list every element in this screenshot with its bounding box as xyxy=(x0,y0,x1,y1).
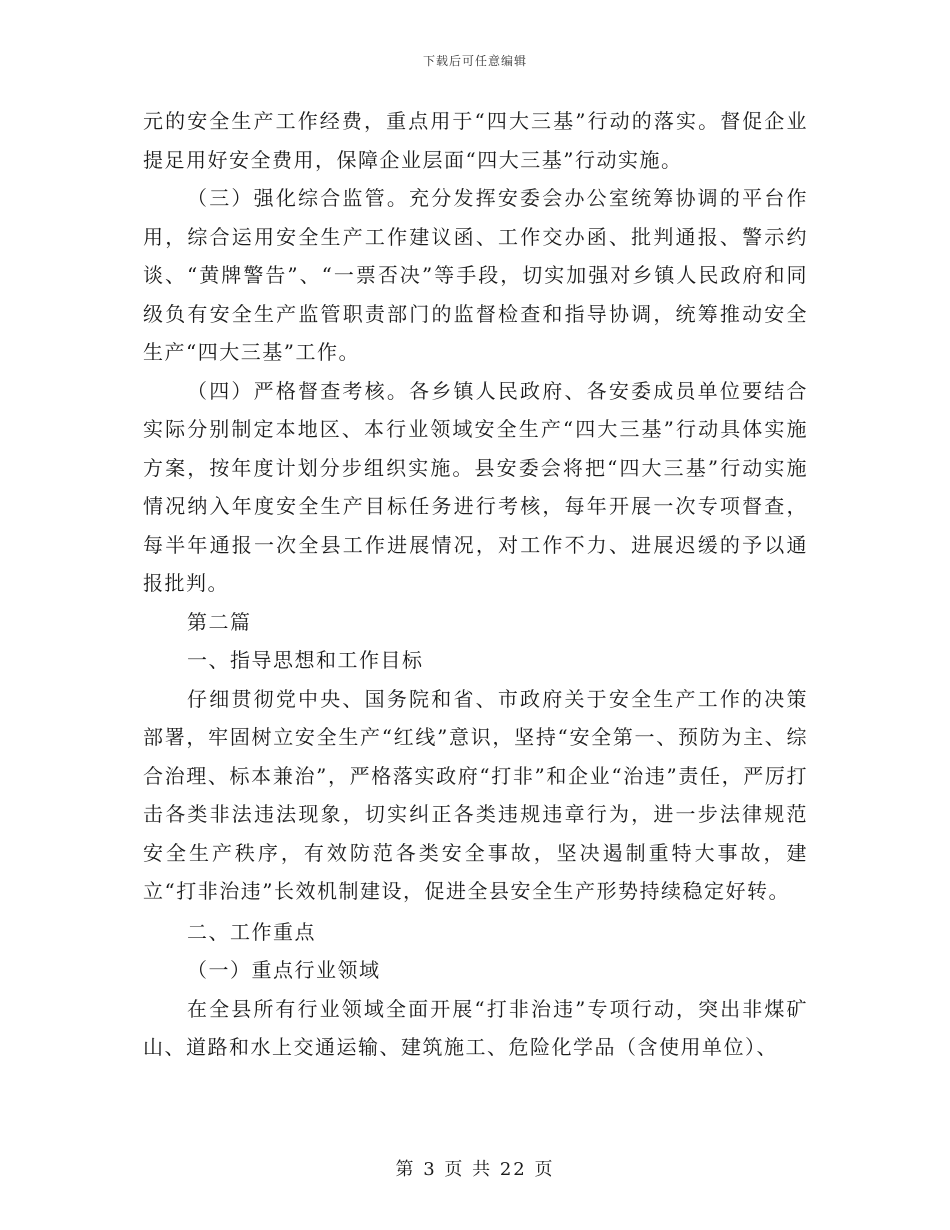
section-heading-guiding-ideas: 一、指导思想和工作目标 xyxy=(187,648,424,672)
page-header: 下载后可任意编辑 xyxy=(422,54,527,68)
document-body xyxy=(143,102,808,1067)
paragraph-supervision: （三）强化综合监管。充分发挥安委会办公室统筹协调的平台作用，综合运用安全生产工作建议函、工作交办函、批判通报、警示约谈、“黄牌警告”、“一票否决”等手段，切实加强对乡镇人民政府和同级负有安全生产监管职责部门的监督检查和指导协调，统筹推动安全生产“四大三基”工作。 xyxy=(143,186,808,364)
section-heading-work-focus: 二、工作重点 xyxy=(187,919,316,944)
page-number-footer: 第 3 页 共 22 页 xyxy=(395,1159,555,1180)
paragraph-guiding-ideas: 仔细贯彻党中央、国务院和省、市政府关于安全生产工作的决策部署，牢固树立安全生产“红线”意识，坚持“安全第一、预防为主、综合治理、标本兼治”，严格落实政府“打非”和企业“治违”责任，严厉打击各类非法违法现象，切实纠正各类违规违章行为，进一步法律规范安全生产秩序，有效防范各类安全事故，坚决遏制重特大事故，建立“打非治违”长效机制建设，促进全县安全生产形势持续稳定好转。 xyxy=(143,686,808,903)
paragraph-key-industries: 在全县所有行业领域全面开展“打非治违”专项行动，突出非煤矿山、道路和水上交通运输、建筑施工、危险化学品（含使用单位）、 xyxy=(143,996,808,1059)
paragraph-assessment: （四）严格督查考核。各乡镇人民政府、各安委成员单位要结合实际分别制定本地区、本行业领域安全生产“四大三基”行动具体实施方案，按年度计划分步组织实施。县安委会将把“四大三基”行动实施情况纳入年度安全生产目标任务进行考核，每年开展一次专项督查，每半年通报一次全县工作进展情况，对工作不力、进展迟缓的予以通报批判。 xyxy=(143,378,808,595)
subsection-heading-key-industries: （一）重点行业领域 xyxy=(187,958,381,982)
paragraph-funding: 元的安全生产工作经费，重点用于“四大三基”行动的落实。督促企业提足用好安全费用，保障企业层面“四大三基”行动实施。 xyxy=(143,109,808,172)
section-heading-part-two: 第二篇 xyxy=(187,609,252,634)
